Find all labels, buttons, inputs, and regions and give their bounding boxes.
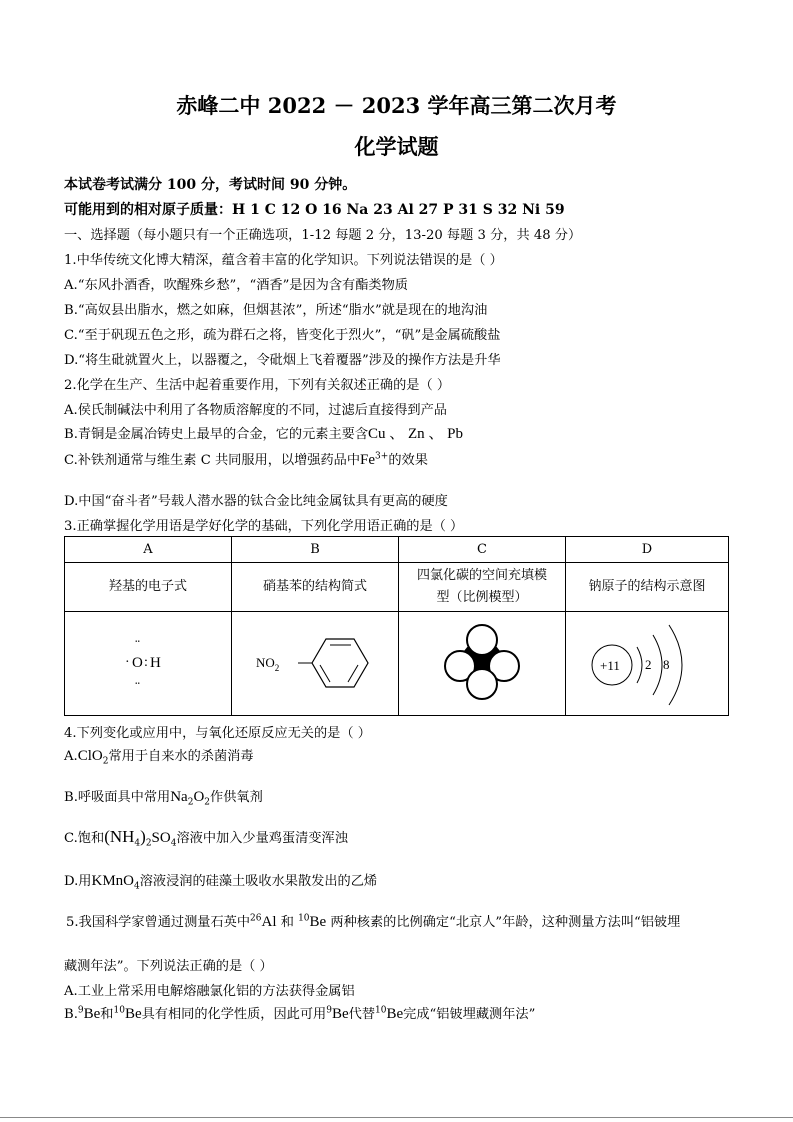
q4-option-b: B.呼吸面具中常用$Na_2O_2$作供氧剂 [64, 789, 263, 808]
page-subtitle: 化学试题 [354, 134, 439, 159]
col-b-header: B [232, 537, 399, 563]
hydrogen-symbol: H [150, 654, 161, 671]
benzene-ring [312, 639, 368, 687]
q1-stem: 1.中华传统文化博大精深，蕴含着丰富的化学知识。下列说法错误的是（ ） [64, 253, 503, 268]
electron-shell-1 [637, 647, 642, 683]
ccl4-diagram [442, 624, 522, 700]
col-a-header: A [65, 537, 232, 563]
nucleus-charge: +11 [600, 657, 620, 673]
q3-options-table [64, 536, 729, 716]
shell-2-count: 8 [663, 656, 670, 672]
q1-option-c: C.“至于矾现五色之形，疏为群石之将，皆变化于烈火”，“矾”是金属硫酸盐 [64, 328, 501, 343]
nitrobenzene-structure [232, 612, 399, 716]
sodium-diagram [587, 617, 707, 707]
label-c: 四氯化碳的空间充填模 型（比例模型） [399, 563, 566, 612]
q4-option-c: C.饱和$(NH_4)_2SO_4$溶液中加入少量鸡蛋清变浑浊 [64, 827, 348, 849]
q3-stem: 3.正确掌握化学用语是学好化学的基础，下列化学用语正确的是（ ） [64, 519, 464, 534]
bond-pair: : [144, 654, 148, 670]
label-a: 羟基的电子式 [65, 563, 232, 612]
lone-pair-bottom: ꞏꞏ [135, 678, 140, 688]
q5-option-a: A.工业上常采用电解熔融氯化铝的方法获得金属铝 [64, 984, 355, 999]
exam-info: 本试卷考试满分 100 分，考试时间 90 分钟。 [64, 177, 357, 193]
q2-stem: 2.化学在生产、生活中起着重要作用，下列有关叙述正确的是（ ） [64, 378, 451, 393]
electron-shell-3 [669, 625, 682, 705]
q2-option-b: B.青铜是金属冶铸史上最早的合金，它的元素主要含Cu 、 Zn 、 Pb [64, 426, 464, 442]
chlorine-atom-top [467, 625, 497, 655]
label-d: 钠原子的结构示意图 [566, 563, 729, 612]
nitrobenzene-diagram [250, 627, 380, 697]
q4-option-a: A.ClO$_2$常用于自来水的杀菌消毒 [64, 748, 254, 767]
hydroxyl-diagram [108, 632, 188, 692]
q2-option-c: C.补铁剂通常与维生素 C 共同服用，以增强药品中$Fe^{3+}$的效果 [64, 451, 428, 468]
label-b: 硝基苯的结构简式 [232, 563, 399, 612]
sodium-atom-structure [566, 612, 729, 716]
ccl4-space-filling-model [399, 612, 566, 716]
q2-option-a: A.侯氏制碱法中利用了各物质溶解度的不同，过滤后直接得到产品 [64, 403, 447, 418]
q1-option-d: D.“将生砒就置火上，以器覆之，令砒烟上飞着覆器”涉及的操作方法是升华 [64, 353, 501, 368]
shell-1-count: 2 [645, 656, 652, 672]
q2-option-d: D.中国“奋斗者”号载人潜水器的钛合金比纯金属钛具有更高的硬度 [64, 494, 448, 509]
radical-dot: · [125, 654, 130, 670]
q4-option-d: D.用KMnO$_4$溶液浸润的硅藻土吸收水果散发出的乙烯 [64, 873, 378, 892]
col-c-header: C [399, 537, 566, 563]
q5-option-b: B.$^9$Be和$^{10}$Be具有相同的化学性质，因此可用$^9$Be代替$^{10}$Be完成“铝铍埋藏测年法” [64, 1005, 536, 1022]
q1-option-b: B.“高奴县出脂水，燃之如麻，但烟甚浓”，所述“脂水”就是现在的地沟油 [64, 303, 488, 318]
q5-stem-line2: 藏测年法”。下列说法正确的是（ ） [64, 959, 273, 974]
page-bottom-rule [0, 1117, 793, 1118]
nitro-group: $NO_2$ [256, 654, 280, 673]
q4-stem: 4.下列变化或应用中，与氧化还原反应无关的是（ ） [64, 726, 371, 741]
hydroxyl-electron-formula [65, 612, 232, 716]
page-title: 赤峰二中 2022 － 2023 学年高三第二次月考 [176, 93, 617, 118]
col-d-header: D [566, 537, 729, 563]
atomic-masses: 可能用到的相对原子质量：H 1 C 12 O 16 Na 23 Al 27 P 31 S 32 Ni 59 [64, 202, 565, 218]
oxygen-symbol: O [132, 654, 143, 671]
electron-shell-2 [653, 635, 662, 695]
lone-pair-top: ꞏꞏ [135, 636, 140, 646]
chlorine-atom-bottom [467, 669, 497, 699]
double-bond-2 [348, 665, 358, 682]
section-heading: 一、选择题（每小题只有一个正确选项，1-12 每题 2 分，13-20 每题 3 分，共 48 分） [64, 228, 582, 243]
q5-stem: 5.我国科学家曾通过测量石英中$^{26}$Al 和 $^{10}$Be 两种核素的比例确定“北京人”年龄，这种测量方法叫“铝铍埋 [66, 913, 681, 930]
q1-option-a: A.“东风扑酒香，吹醒殊乡愁”，“酒香”是因为含有酯类物质 [64, 278, 408, 293]
